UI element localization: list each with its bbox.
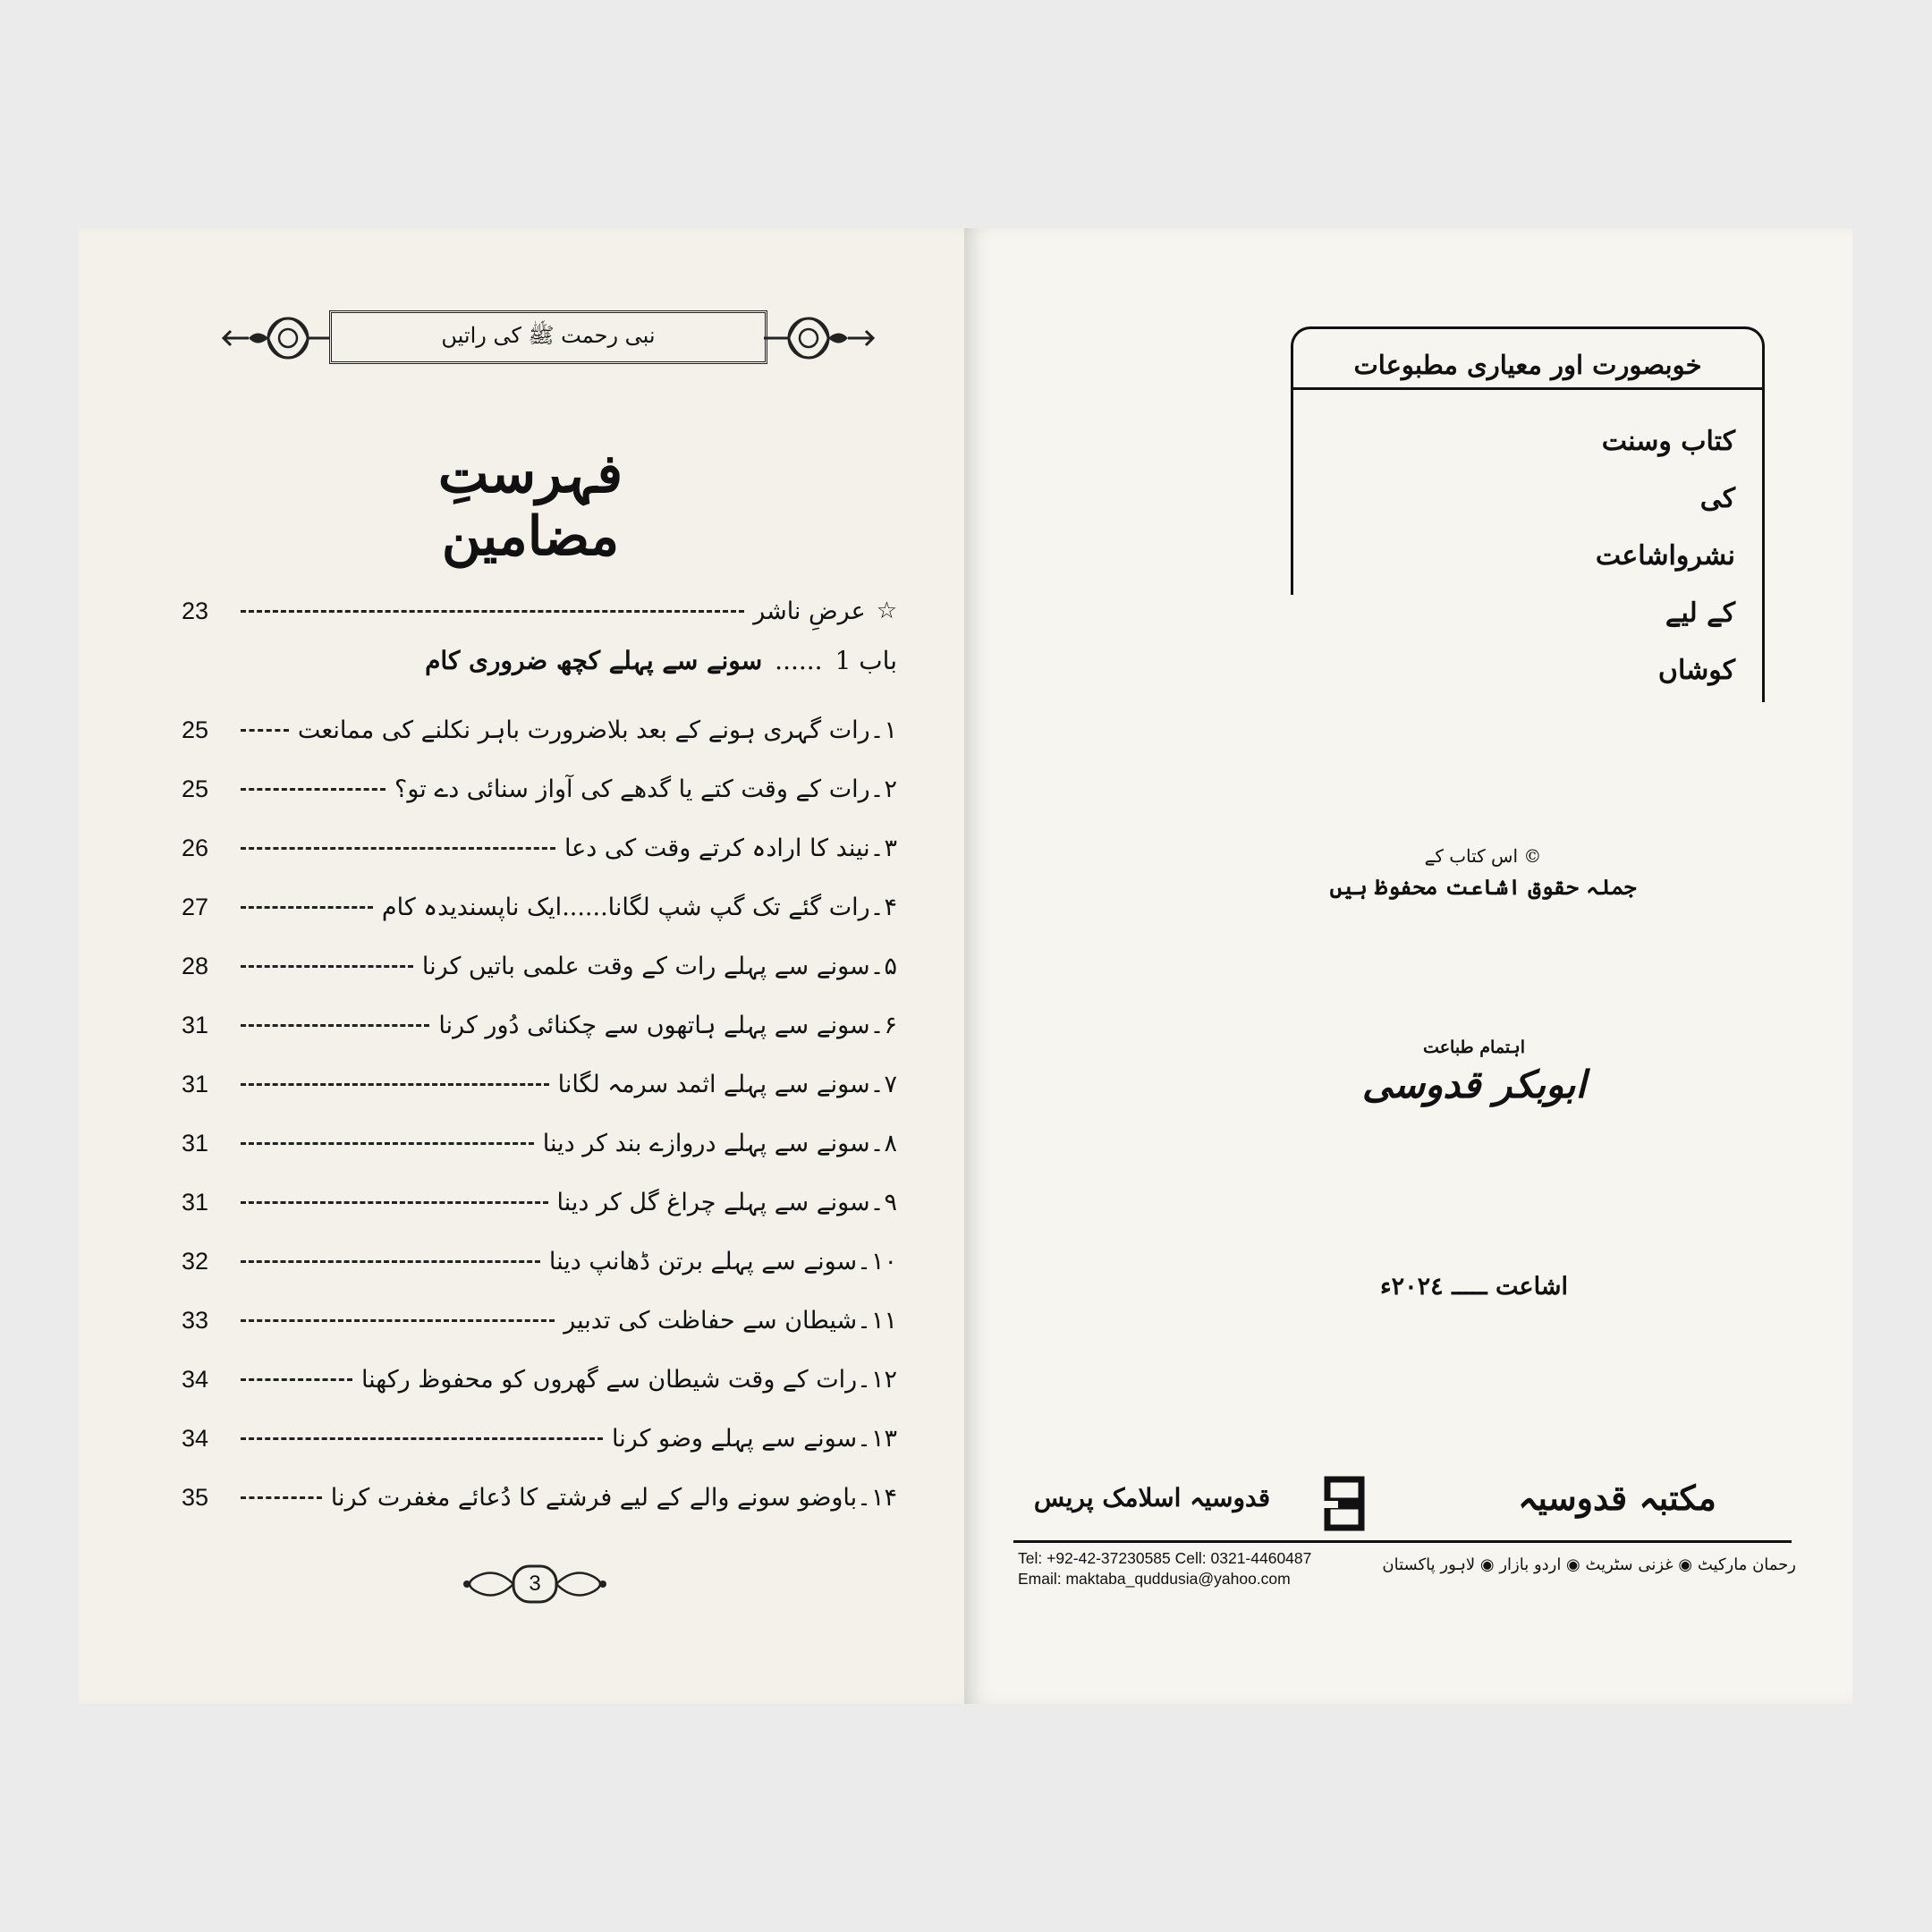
toc-entry <box>182 945 897 987</box>
toc-entry <box>182 1418 897 1459</box>
edition-year: اشاعت ـــــ ۲۰۲٤ء <box>1379 1273 1569 1301</box>
toc-title: فہرستِ مضامین <box>437 443 623 568</box>
toc-entry-text: ۱۴۔باوضو سونے والے کے لیے فرشتے کا دُعائے مغفرت کرنا <box>330 1483 897 1512</box>
copyright-line-2: جملہ حقوق اشاعت محفوظ ہیں <box>1329 874 1637 900</box>
toc-entry-intro <box>182 590 897 631</box>
toc-entry-text: ۶۔سونے سے پہلے ہاتھوں سے چکنائی دُور کرنا <box>438 1011 897 1039</box>
toc-entry-page: 34 <box>182 1424 209 1452</box>
toc-entry <box>182 1063 897 1105</box>
copyright-line-1: © اس کتاب کے <box>1424 845 1542 867</box>
toc-entry-text: ۴۔رات گئے تک گپ شپ لگانا......ایک ناپسندیدہ کام <box>381 893 897 921</box>
toc-entry-text: ۱۰۔سونے سے پہلے برتن ڈھانپ دینا <box>548 1247 897 1275</box>
header-title: نبی رحمت ﷺ کی راتیں <box>329 310 767 364</box>
star-icon: ☆ <box>876 597 897 624</box>
toc-entry <box>182 1241 897 1282</box>
toc-entry <box>182 827 897 869</box>
toc-entry-text: عرضِ ناشر <box>753 597 866 625</box>
contact-phone: Tel: +92-42-37230585 Cell: 0321-4460487 <box>1018 1549 1312 1567</box>
toc-entry-page: 25 <box>182 716 209 743</box>
toc-entry-text: ۹۔سونے سے پہلے چراغ گل کر دینا <box>556 1188 897 1216</box>
promo-line: نشرواشاعت <box>1595 540 1735 572</box>
promo-box <box>1291 326 1765 702</box>
toc-entry-text: ۸۔سونے سے پہلے دروازے بند کر دینا <box>542 1129 897 1157</box>
toc-entry-page: 33 <box>182 1306 209 1334</box>
toc-entry-text: ۱۳۔سونے سے پہلے وضو کرنا <box>611 1424 897 1453</box>
left-page <box>79 228 982 1704</box>
toc-entry-page: 31 <box>182 1070 209 1097</box>
toc-entry-page: 31 <box>182 1129 209 1157</box>
toc-entry <box>182 1359 897 1400</box>
leader-dashes <box>241 1378 352 1381</box>
toc-entry-page: 31 <box>182 1188 209 1216</box>
chapter-heading <box>311 638 897 682</box>
publisher-address: رحمان مارکیٹ ◉ غزنی سٹریٹ ◉ اردو بازار ◉ لاہور پاکستان <box>1382 1555 1796 1574</box>
page-number: 3 <box>529 1572 541 1596</box>
toc-entry <box>182 1477 897 1518</box>
leader-dashes <box>241 610 744 613</box>
contact-info <box>1018 1548 1376 1597</box>
contact-email: Email: maktaba_quddusia@yahoo.com <box>1018 1570 1291 1588</box>
toc-entry-page: 34 <box>182 1365 209 1393</box>
leader-dashes <box>241 1024 429 1027</box>
toc-entry-text: ۱۱۔شیطان سے حفاظت کی تدبیر <box>564 1306 897 1335</box>
leader-dashes <box>241 1083 549 1086</box>
chapter-separator: ...... <box>775 645 823 675</box>
toc-entry-page: 25 <box>182 775 209 802</box>
promo-line: کے لیے <box>1665 597 1735 629</box>
publisher-name: مکتبہ قدوسیہ <box>1518 1478 1716 1518</box>
leader-dashes <box>241 1437 603 1440</box>
toc-entry-page: 23 <box>182 597 209 624</box>
leader-dashes <box>241 1319 555 1322</box>
promo-line: کتاب وسنت <box>1601 426 1735 457</box>
toc-entry-page: 31 <box>182 1011 209 1038</box>
leader-dashes <box>241 965 413 968</box>
print-supervision <box>1358 1038 1590 1154</box>
leader-dashes <box>241 906 373 909</box>
publisher-footer <box>1013 1476 1792 1538</box>
toc-entry-text: ۱۲۔رات کے وقت شیطان سے گھروں کو محفوظ رکھنا <box>360 1365 897 1394</box>
leader-dashes <box>241 788 386 791</box>
book-spread <box>79 228 1852 1704</box>
chapter-label: باب 1 <box>835 645 897 675</box>
right-page <box>964 228 1852 1704</box>
toc-entry <box>182 709 897 750</box>
toc-entry-page: 26 <box>182 834 209 861</box>
toc-entry-page: 32 <box>182 1247 209 1275</box>
chapter-title: سونے سے پہلے کچھ ضروری کام <box>425 645 763 675</box>
leader-dashes <box>241 1260 540 1263</box>
toc-entry-text: ۳۔نیند کا ارادہ کرتے وقت کی دعا <box>564 834 897 862</box>
leader-dashes <box>241 847 555 850</box>
toc-entry-page: 27 <box>182 893 209 920</box>
promo-line: کی <box>1699 483 1735 514</box>
supervision-label: اہتمام طباعت <box>1423 1038 1525 1057</box>
toc-entry-text: ۷۔سونے سے پہلے اثمد سرمہ لگانا <box>557 1070 897 1098</box>
leader-dashes <box>241 1142 534 1145</box>
toc-entry <box>182 886 897 928</box>
footer-divider <box>1013 1540 1792 1543</box>
toc-entry-text: ۵۔سونے سے پہلے رات کے وقت علمی باتیں کرنا <box>421 952 897 980</box>
toc-entry-text: ۲۔رات کے وقت کتے یا گدھے کی آواز سنائی دے تو؟ <box>394 775 897 803</box>
press-logo-icon <box>1322 1476 1367 1531</box>
promo-line: کوشاں <box>1657 655 1735 686</box>
toc-entry <box>182 1300 897 1341</box>
toc-entry <box>182 1004 897 1046</box>
leader-dashes <box>241 1201 548 1204</box>
leader-dashes <box>241 1496 322 1499</box>
promo-title: خوبصورت اور معیاری مطبوعات <box>1293 340 1762 390</box>
toc-entry-text: ۱۔رات گہری ہونے کے بعد بلاضرورت باہر نکلنے کی ممانعت <box>297 716 897 744</box>
supervisor-name: ابوبکر قدوسی <box>1361 1063 1587 1106</box>
toc-list <box>79 228 982 1704</box>
leader-dashes <box>241 729 289 732</box>
toc-entry <box>182 768 897 809</box>
toc-entry-page: 28 <box>182 952 209 979</box>
toc-entry <box>182 1123 897 1164</box>
toc-entry <box>182 1182 897 1223</box>
copyright-notice <box>1322 845 1644 935</box>
toc-entry-page: 35 <box>182 1483 209 1511</box>
press-name: قدوسیہ اسلامک پریس <box>1033 1483 1271 1513</box>
